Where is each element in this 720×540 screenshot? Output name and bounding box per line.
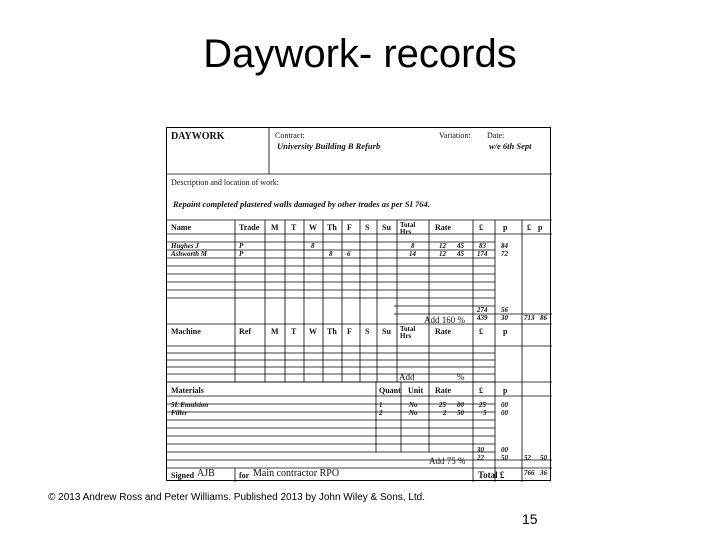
labour-header-f: F <box>347 223 352 232</box>
materials-row-1-item: 5L Emulsion <box>171 401 209 409</box>
labour-header-m: M <box>271 223 279 232</box>
labour-add-l: 439 <box>477 314 488 322</box>
variation-label: Variation: <box>439 131 471 140</box>
labour-header-w: W <box>309 223 317 232</box>
plant-header-t: T <box>291 327 297 336</box>
labour-header-th: Th <box>327 223 337 232</box>
plant-header-p: p <box>503 327 508 336</box>
signed-value: AJB <box>197 468 215 479</box>
materials-row-2-unit: No <box>409 409 418 417</box>
grand-total-l: 766 <box>524 469 535 477</box>
materials-row-1-amt-p: 00 <box>501 401 508 409</box>
labour-row-1-amt-l: 83 <box>479 242 486 250</box>
plant-header-m: M <box>271 327 279 336</box>
materials-total-l: 52 <box>524 454 531 462</box>
labour-header-name: Name <box>171 223 191 232</box>
materials-header-rate: Rate <box>435 386 451 395</box>
labour-header-su: Su <box>382 223 391 232</box>
labour-row-1-total: 8 <box>411 242 415 250</box>
labour-row-1-w: 8 <box>311 242 315 250</box>
materials-row-1-rate-p: 00 <box>457 401 464 409</box>
labour-header-rate: Rate <box>435 223 451 232</box>
grand-total-label: Total £ <box>478 470 505 480</box>
materials-row-2-amt-p: 00 <box>501 409 508 417</box>
grand-total-p: 36 <box>540 469 547 477</box>
plant-header-total-hrs: Total Hrs <box>400 325 416 340</box>
materials-header-unit: Unit <box>408 386 424 395</box>
materials-subtotal-p: 00 <box>501 446 508 454</box>
labour-add-label: Add 160 % <box>424 315 465 325</box>
date-label: Date: <box>487 131 505 140</box>
labour-row-2-rate-l: 12 <box>439 250 446 258</box>
labour-header-p-2: p <box>538 223 543 232</box>
labour-row-2-total: 14 <box>409 250 416 258</box>
plant-header-f: F <box>347 327 352 336</box>
labour-row-1-trade: P <box>239 242 244 250</box>
labour-row-2-f: 6 <box>347 250 351 258</box>
description-label: Description and location of work: <box>171 178 279 187</box>
labour-header-p: p <box>503 223 508 232</box>
labour-row-2-th: 8 <box>329 250 333 258</box>
materials-add-l: 22 <box>477 454 484 462</box>
labour-header-s: S <box>365 223 370 232</box>
labour-row-2-amt-p: 72 <box>501 250 508 258</box>
daywork-sheet <box>166 127 551 481</box>
plant-header-th: Th <box>327 327 337 336</box>
contract-label: Contract: <box>275 131 305 140</box>
labour-header-pound-2: £ <box>527 223 531 232</box>
labour-add-p: 30 <box>501 314 508 322</box>
labour-row-2-trade: P <box>239 250 244 258</box>
plant-header-s: S <box>365 327 370 336</box>
materials-row-2-rate-l: 2 <box>443 409 447 417</box>
plant-add-label: Add <box>399 372 415 382</box>
page-number: 15 <box>522 511 538 527</box>
labour-row-1-rate-l: 12 <box>439 242 446 250</box>
materials-header-materials: Materials <box>171 386 204 395</box>
labour-row-2-name: Ashworth M <box>171 250 207 258</box>
labour-subtotal-p: 56 <box>501 306 508 314</box>
labour-row-1-amt-p: 84 <box>501 242 508 250</box>
materials-row-1-unit: No <box>409 401 418 409</box>
labour-row-1-rate-p: 45 <box>457 242 464 250</box>
materials-add-p: 50 <box>501 454 508 462</box>
labour-row-2-rate-p: 45 <box>457 250 464 258</box>
materials-add-label: Add 75 % <box>429 456 466 466</box>
materials-row-2-amt-l: 5 <box>483 409 487 417</box>
labour-subtotal-l: 274 <box>477 306 488 314</box>
labour-header-pound: £ <box>479 223 483 232</box>
materials-row-1-amt-l: 25 <box>479 401 486 409</box>
plant-header-ref: Ref <box>239 327 251 336</box>
signed-label: Signed <box>171 471 195 480</box>
labour-row-2-amt-l: 174 <box>477 250 488 258</box>
materials-row-1-rate-l: 25 <box>439 401 446 409</box>
labour-total-l: 713 <box>524 314 535 322</box>
for-label: for <box>239 471 250 480</box>
plant-header-rate: Rate <box>435 327 451 336</box>
materials-header-pound: £ <box>479 386 483 395</box>
materials-row-2-item: Filler <box>171 409 188 417</box>
plant-header-su: Su <box>382 327 391 336</box>
plant-header-w: W <box>309 327 317 336</box>
plant-header-machine: Machine <box>171 327 201 336</box>
slide-title: Daywork- records <box>203 32 517 76</box>
labour-header-t: T <box>291 223 297 232</box>
for-value: Main contractor RPO <box>253 468 340 479</box>
plant-header-pound: £ <box>479 327 483 336</box>
materials-row-2-quant: 2 <box>379 409 383 417</box>
materials-header-p: p <box>503 386 508 395</box>
copyright-footer: © 2013 Andrew Ross and Peter Williams. Published 2013 by John Wiley & Sons, Ltd. <box>48 492 426 503</box>
materials-total-p: 50 <box>540 454 547 462</box>
date-value: w/e 6th Sept <box>489 141 532 151</box>
materials-header-quant: Quant <box>379 386 401 395</box>
materials-row-2-rate-p: 50 <box>457 409 464 417</box>
materials-subtotal-l: 30 <box>477 446 484 454</box>
materials-row-1-quant: 1 <box>379 401 383 409</box>
labour-total-p: 86 <box>540 314 547 322</box>
contract-value: University Building B Refurb <box>277 141 381 151</box>
plant-add-percent: % <box>457 372 465 382</box>
labour-header-trade: Trade <box>239 223 260 232</box>
description-value: Repaint completed plastered walls damaged by other trades as per SI 764. <box>173 199 430 209</box>
form-heading: DAYWORK <box>171 131 225 142</box>
labour-header-total-hrs: Total Hrs <box>400 221 416 236</box>
labour-row-1-name: Hughes J <box>171 242 199 250</box>
